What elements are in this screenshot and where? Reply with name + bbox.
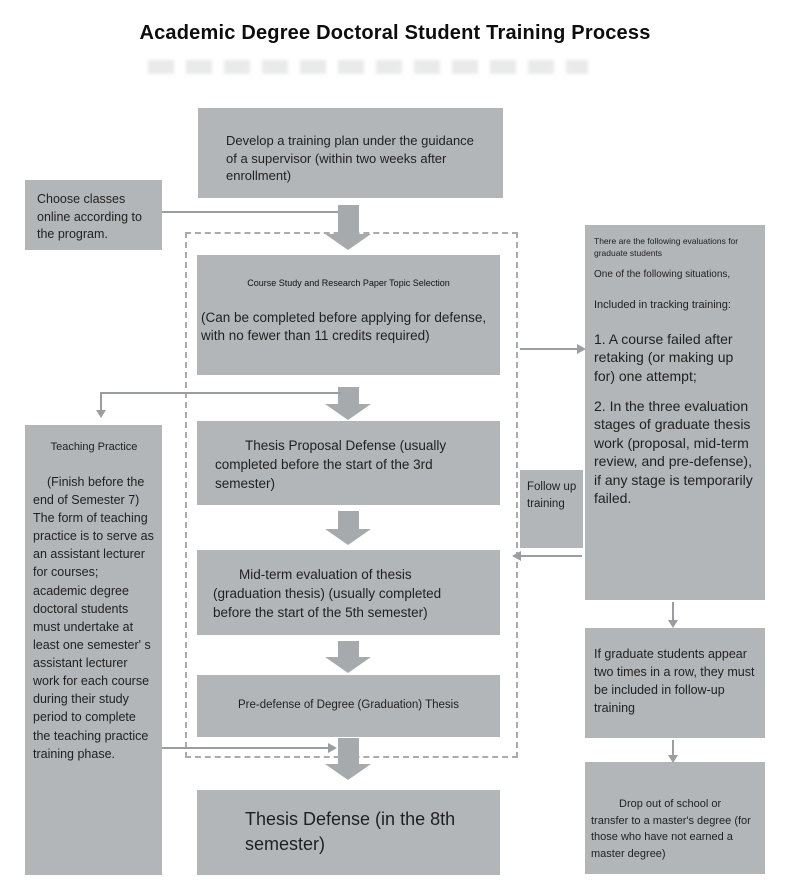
box-thesis-defense — [197, 790, 500, 875]
box-two-times-rule — [585, 628, 765, 738]
box-course-study — [197, 255, 500, 375]
box-followup-training-text: Follow up training — [527, 481, 577, 511]
evaluations-item1: 1. A course failed after retaking (or making up for) one attempt; — [594, 331, 734, 384]
box-choose-classes-text: Choose classes online according to the program. — [37, 192, 142, 241]
box-evaluations — [585, 225, 765, 600]
arrowhead-teaching-to-defense-icon — [328, 743, 337, 753]
arrowhead-to-tworow-icon — [668, 620, 678, 628]
arrowhead-to-evaluations-icon — [577, 344, 586, 354]
teaching-practice-body: (Finish before the end of Semester 7) The form of teaching practice is to serve as an assistant lecturer for courses; academic degree doctoral students must undertake at least one semester' s assistant lecturer work for each course during their study period to complete the teaching practice training phase. — [33, 474, 154, 761]
box-choose-classes — [25, 180, 162, 250]
box-midterm-evaluation-text: Mid-term evaluation of thesis (graduation thesis) (usually completed before the start of the 5th semester) — [213, 567, 442, 620]
course-study-note: (Can be completed before applying for defense, with no fewer than 11 credits required) — [201, 310, 487, 344]
box-followup-training — [520, 470, 583, 548]
box-midterm-evaluation — [197, 550, 500, 635]
box-predefense-text: Pre-defense of Degree (Graduation) Thesis — [238, 699, 459, 712]
connector-flow-to-teaching-v — [100, 392, 102, 410]
box-develop-plan — [198, 108, 503, 198]
connector-followup-return — [521, 555, 582, 557]
evaluations-line3: Included in tracking training: — [594, 299, 731, 312]
page-title: Academic Degree Doctoral Student Training Process — [139, 22, 651, 44]
box-develop-plan-text: Develop a training plan under the guidance of a supervisor (within two weeks after enrollment) — [226, 133, 474, 184]
teaching-practice-title: Teaching Practice — [50, 441, 138, 453]
box-thesis-proposal-text: Thesis Proposal Defense (usually completed before the start of the 3rd semester) — [215, 438, 447, 491]
box-predefense — [197, 675, 500, 737]
box-dropout — [585, 762, 765, 874]
box-teaching-practice — [25, 425, 162, 875]
arrowhead-to-teaching-icon — [96, 410, 106, 418]
connector-course-to-evaluations — [520, 348, 577, 350]
connector-tworow-to-dropout — [672, 740, 674, 755]
course-study-title: Course Study and Research Paper Topic Selection — [247, 278, 450, 288]
box-thesis-proposal — [197, 421, 500, 505]
connector-flow-to-teaching-h — [101, 392, 341, 394]
arrowhead-followup-return-icon — [512, 551, 521, 561]
evaluations-line1: There are the following evaluations for graduate students — [594, 236, 739, 258]
box-thesis-defense-text: Thesis Defense (in the 8th semester) — [245, 809, 456, 855]
ghost-text-artifact — [148, 60, 588, 74]
box-two-times-rule-text: If graduate students appear two times in a row, they must be included in follow-up training — [594, 647, 755, 716]
arrow-proposal-to-midterm-icon — [325, 511, 371, 545]
arrowhead-to-dropout-icon — [668, 755, 678, 763]
box-dropout-text: Drop out of school or transfer to a master's degree (for those who have not earned a master degree) — [591, 798, 751, 860]
arrow-midterm-to-predefense-icon — [325, 641, 371, 673]
evaluations-line2: One of the following situations, — [594, 268, 731, 280]
connector-teaching-to-defense — [162, 747, 328, 749]
connector-choose-to-flow — [162, 211, 338, 213]
evaluations-item2: 2. In the three evaluation stages of graduate thesis work (proposal, mid-term review, and pre-defense), if any stage is temporarily failed. — [594, 397, 753, 507]
connector-evaluations-to-tworow — [672, 602, 674, 620]
